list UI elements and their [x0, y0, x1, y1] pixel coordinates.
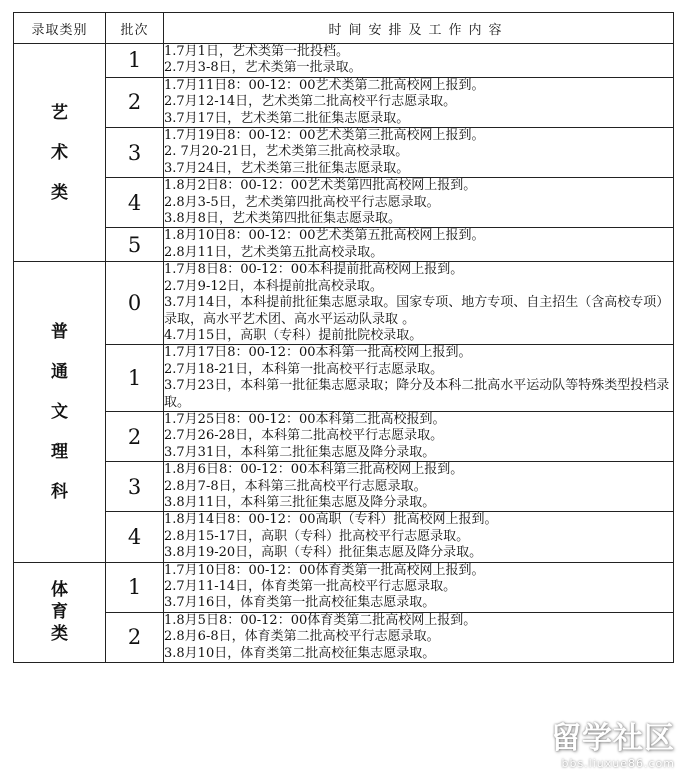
schedule-item: 2.8月3-5日，艺术类第四批高校平行志愿录取。 — [164, 194, 440, 210]
schedule-item: 3.7月24日，艺术类第三批征集志愿录取。 — [164, 160, 410, 176]
header-batch: 批次 — [106, 13, 164, 44]
schedule-items-cell — [164, 562, 674, 612]
schedule-item: 1.8月14日8：00-12：00高职（专科）批高校网上报到。 — [164, 512, 498, 528]
schedule-items-cell — [164, 411, 674, 461]
schedule-row — [14, 228, 674, 262]
header-content: 时间安排及工作内容 — [164, 13, 674, 44]
schedule-item: 2.7月9-12日，本科提前批高校录取。 — [164, 278, 383, 294]
schedule-items-cell — [164, 512, 674, 562]
schedule-item: 1.8月2日8：00-12：00艺术类第四批高校网上报到。 — [164, 178, 477, 194]
schedule-items-cell — [164, 178, 674, 228]
schedule-row — [14, 262, 674, 345]
schedule-item: 3.7月14日，本科提前批征集志愿录取。国家专项、地方专项、自主招生（含高校专项）录取，高水平艺术团、高水平运动队录取 。 — [164, 295, 670, 327]
schedule-items-cell — [164, 44, 674, 78]
schedule-row — [14, 512, 674, 562]
schedule-item: 3.8月10日，体育类第二批高校征集志愿录取。 — [164, 645, 436, 661]
schedule-row — [14, 462, 674, 512]
schedule-item: 2.8月15-17日，高职（专科）批高校平行志愿录取。 — [164, 528, 470, 544]
schedule-items-cell — [164, 612, 674, 662]
schedule-row — [14, 612, 674, 662]
batch-number: 1 — [106, 562, 164, 612]
schedule-item: 3.7月17日，艺术类第二批征集志愿录取。 — [164, 110, 410, 126]
schedule-item: 2.7月26-28日，本科第二批高校平行志愿录取。 — [164, 428, 444, 444]
batch-number: 1 — [106, 345, 164, 412]
schedule-row — [14, 178, 674, 228]
schedule-item: 3.7月16日，体育类第一批高校征集志愿录取。 — [164, 595, 436, 611]
schedule-item: 1.7月10日8：00-12：00体育类第一批高校网上报到。 — [164, 562, 485, 578]
schedule-items-cell — [164, 262, 674, 345]
category-label: 普 通 文 理 科 — [51, 321, 68, 502]
schedule-row — [14, 77, 674, 127]
schedule-item: 1.7月1日，艺术类第一批投档。 — [164, 44, 349, 59]
schedule-item: 2.7月18-21日，本科第一批高校平行志愿录取。 — [164, 361, 444, 377]
schedule-item: 2.8月6-8日，体育类第二批高校平行志愿录取。 — [164, 629, 440, 645]
watermark — [551, 713, 675, 770]
header-category: 录取类别 — [14, 13, 106, 44]
schedule-item: 2.7月3-8日，艺术类第一批录取。 — [164, 60, 362, 76]
schedule-items-cell — [164, 228, 674, 262]
category-cell — [14, 562, 106, 662]
schedule-item: 1.8月10日8：00-12：00艺术类第五批高校网上报到。 — [164, 228, 485, 244]
schedule-item: 1.7月11日8：00-12：00艺术类第二批高校网上报到。 — [164, 77, 485, 93]
schedule-item: 3.8月8日，艺术类第四批征集志愿录取。 — [164, 211, 401, 227]
schedule-item: 2.7月11-14日，体育类第一批高校平行志愿录取。 — [164, 579, 457, 594]
schedule-item: 1.8月5日8：00-12：00体育类第二批高校网上报到。 — [164, 612, 477, 628]
batch-number: 3 — [106, 128, 164, 178]
schedule-item: 3.8月11日，本科第三批征集志愿及降分录取。 — [164, 494, 436, 510]
schedule-item: 1.7月19日8：00-12：00艺术类第三批高校网上报到。 — [164, 128, 485, 144]
schedule-items-cell — [164, 77, 674, 127]
schedule-item: 1.7月25日8：00-12：00本科第二批高校报到。 — [164, 411, 446, 427]
schedule-item: 4.7月15日，高职（专科）提前批院校录取。 — [164, 327, 423, 343]
batch-number: 4 — [106, 512, 164, 562]
category-label: 艺 术 类 — [51, 102, 68, 203]
batch-number: 2 — [106, 411, 164, 461]
schedule-item: 3.8月19-20日，高职（专科）批征集志愿及降分录取。 — [164, 545, 483, 561]
schedule-item: 1.7月8日8：00-12：00本科提前批高校网上报到。 — [164, 262, 464, 278]
category-label: 体 育 类 — [51, 580, 68, 645]
schedule-row — [14, 411, 674, 461]
schedule-body — [14, 44, 674, 663]
schedule-row — [14, 44, 674, 78]
schedule-item: 1.7月17日8：00-12：00本科第一批高校网上报到。 — [164, 345, 472, 361]
watermark-logo: 留学社区 — [551, 721, 675, 756]
batch-number: 5 — [106, 228, 164, 262]
schedule-item: 1.8月6日8：00-12：00本科第三批高校网上报到。 — [164, 462, 464, 478]
batch-number: 0 — [106, 262, 164, 345]
schedule-item: 3.7月23日，本科第一批征集志愿录取；降分及本科二批高水平运动队等特殊类型投档录取。 — [164, 378, 670, 410]
schedule-row — [14, 128, 674, 178]
batch-number: 1 — [106, 44, 164, 78]
category-cell — [14, 44, 106, 262]
batch-number: 3 — [106, 462, 164, 512]
schedule-item: 3.7月31日，本科第二批征集志愿及降分录取。 — [164, 444, 436, 460]
batch-number: 2 — [106, 77, 164, 127]
batch-number: 2 — [106, 612, 164, 662]
schedule-row — [14, 562, 674, 612]
watermark-url: bbs.liuxue86.com — [561, 757, 675, 770]
batch-number: 4 — [106, 178, 164, 228]
category-cell — [14, 262, 106, 562]
schedule-row — [14, 345, 674, 412]
admission-schedule-table — [13, 12, 674, 663]
schedule-items-cell — [164, 462, 674, 512]
schedule-item: 2.7月12-14日，艺术类第二批高校平行志愿录取。 — [164, 94, 457, 110]
header-row — [14, 13, 674, 44]
schedule-items-cell — [164, 345, 674, 412]
schedule-item: 2.8月7-8日，本科第三批高校平行志愿录取。 — [164, 478, 427, 494]
schedule-item: 2. 7月20-21日，艺术类第三批高校录取。 — [164, 144, 409, 160]
schedule-item: 2.8月11日，艺术类第五批高校录取。 — [164, 244, 384, 260]
schedule-items-cell — [164, 128, 674, 178]
